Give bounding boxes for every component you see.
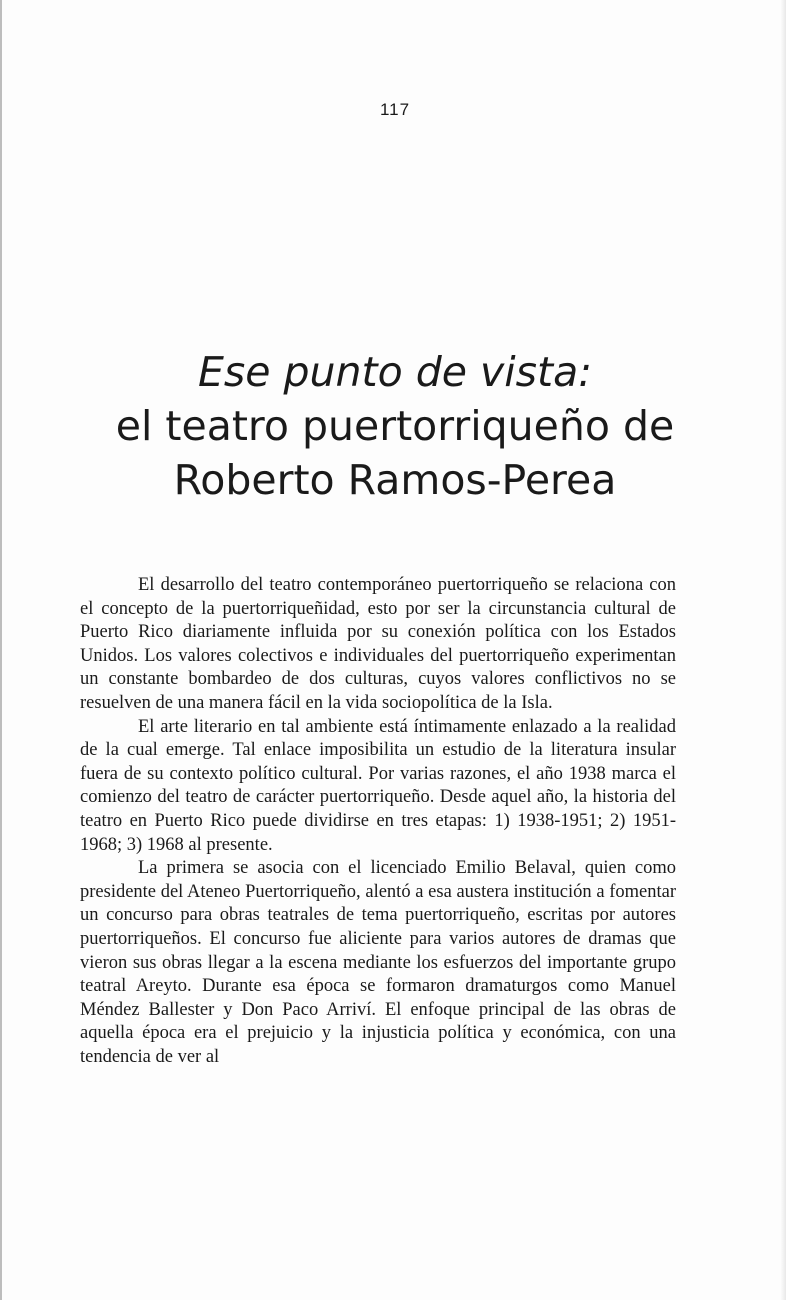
body-text	[80, 574, 676, 1069]
paragraph-1: El desarrollo del teatro contemporáneo puertorriqueño se relaciona con el concepto de la puertorriqueñidad, esto por ser la circunstancia cultural de Puerto Rico diariamente influida por su conexión política con los Estados Unidos. Los valores colectivos e individuales del puertorriqueño experimentan un constante bombardeo de dos culturas, cuyos valores conflictivos no se resuelven de una manera fácil en la vida sociopolítica de la Isla.	[80, 575, 676, 713]
chapter-title-line-2: el teatro puertorriqueño de	[115, 402, 675, 450]
chapter-title-line-1: Ese punto de vista:	[197, 348, 593, 396]
scan-edge-shadow	[780, 0, 786, 1300]
paragraph-2: El arte literario en tal ambiente está íntimamente enlazado a la realidad de la cual emerge. Tal enlace imposibilita un estudio de la literatura insular fuera de su contexto político cultural. Por varias razones, el año 1938 marca el comienzo del teatro de carácter puertorriqueño. Desde aquel año, la historia del teatro en Puerto Rico puede dividirse en tres etapas: 1) 1938-1951; 2) 1951-1968; 3) 1968 al presente.	[80, 716, 676, 855]
chapter-title	[62, 345, 728, 507]
page-number: 117	[379, 100, 411, 119]
paragraph-3: La primera se asocia con el licenciado Emilio Belaval, quien como presidente del Ateneo Puertorriqueño, alentó a esa austera institución a fomentar un concurso para obras teatrales de tema puertorriqueño, escritas por autores puertorriqueños. El concurso fue aliciente para varios autores de dramas que vieron sus obras llegar a la escena mediante los esfuerzos del importante grupo teatral Areyto. Durante esa época se formaron dramaturgos como Manuel Méndez Ballester y Don Paco Arriví. El enfoque principal de las obras de aquella época era el prejuicio y la injusticia política y económica, con una tendencia de ver al	[80, 858, 676, 1067]
chapter-title-line-3: Roberto Ramos-Perea	[173, 456, 617, 504]
